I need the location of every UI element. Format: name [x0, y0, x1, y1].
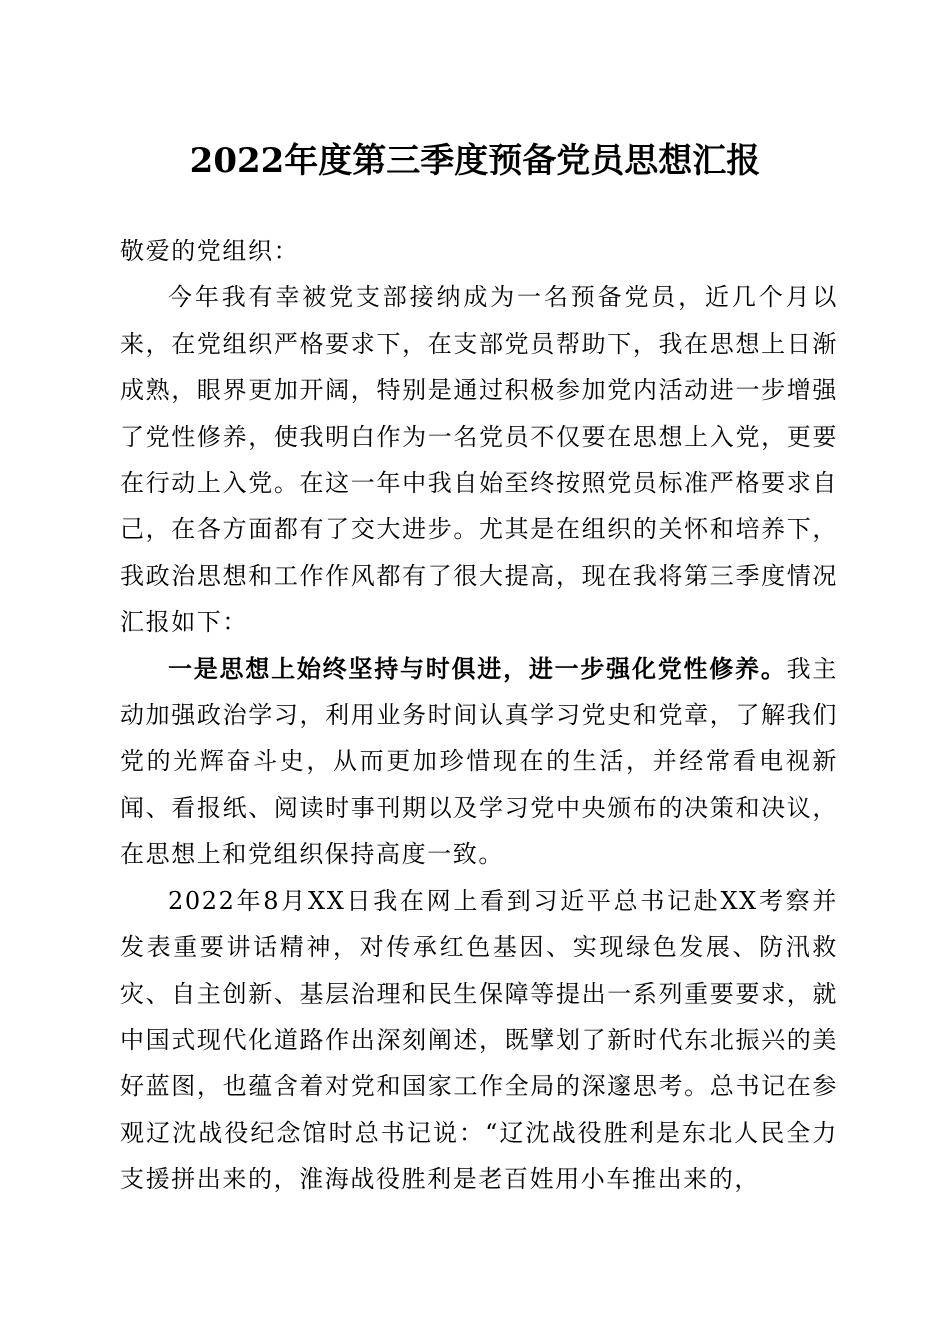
- paragraph-text: 我主动加强政治学习，利用业务时间认真学习党史和党章，了解我们党的光辉奋斗史，从而更加珍惜现在的生活，并经常看电视新闻、看报纸、阅读时事刊期以及学习党中央颁布的决策和决议，在思想上和党组织保持高度一致。: [120, 654, 839, 869]
- paragraph-intro: [120, 274, 838, 645]
- paragraph-august-study: [120, 878, 838, 1203]
- paragraph-text: 今年我有幸被党支部接纳成为一名预备党员，近几个月以来，在党组织严格要求下，在支部党员帮助下，我在思想上日渐成熟，眼界更加开阔，特别是通过积极参加党内活动进一步增强了党性修养，使我明白作为一名党员不仅要在思想上入党，更要在行动上入党。在这一年中我自始至终按照党员标准严格要求自己，在各方面都有了交大进步。尤其是在组织的关怀和培养下，我政治思想和工作作风都有了很大提高，现在我将第三季度情况汇报如下：: [120, 283, 838, 637]
- paragraph-text: 2022年8月XX日我在网上看到习近平总书记赴XX考察并发表重要讲话精神，对传承红色基因、实现绿色发展、防汛救灾、自主创新、基层治理和民生保障等提出一系列重要要求，就中国式现代化道路作出深刻阐述，既擘划了新时代东北振兴的美好蓝图，也蕴含着对党和国家工作全局的深邃思考。总书记在参观辽沈战役纪念馆时总书记说：“辽沈战役胜利是东北人民全力支援拼出来的，淮海战役胜利是老百姓用小车推出来的，: [120, 886, 838, 1194]
- document-body: [120, 228, 838, 1203]
- paragraph-lead-heading: 一是思想上始终坚持与时俱进，进一步强化党性修养。: [168, 653, 787, 683]
- salutation: 敬爱的党组织：: [120, 237, 300, 265]
- document-title: 2022年度第三季度预备党员思想汇报: [189, 141, 761, 181]
- paragraph-point-one: [120, 646, 838, 878]
